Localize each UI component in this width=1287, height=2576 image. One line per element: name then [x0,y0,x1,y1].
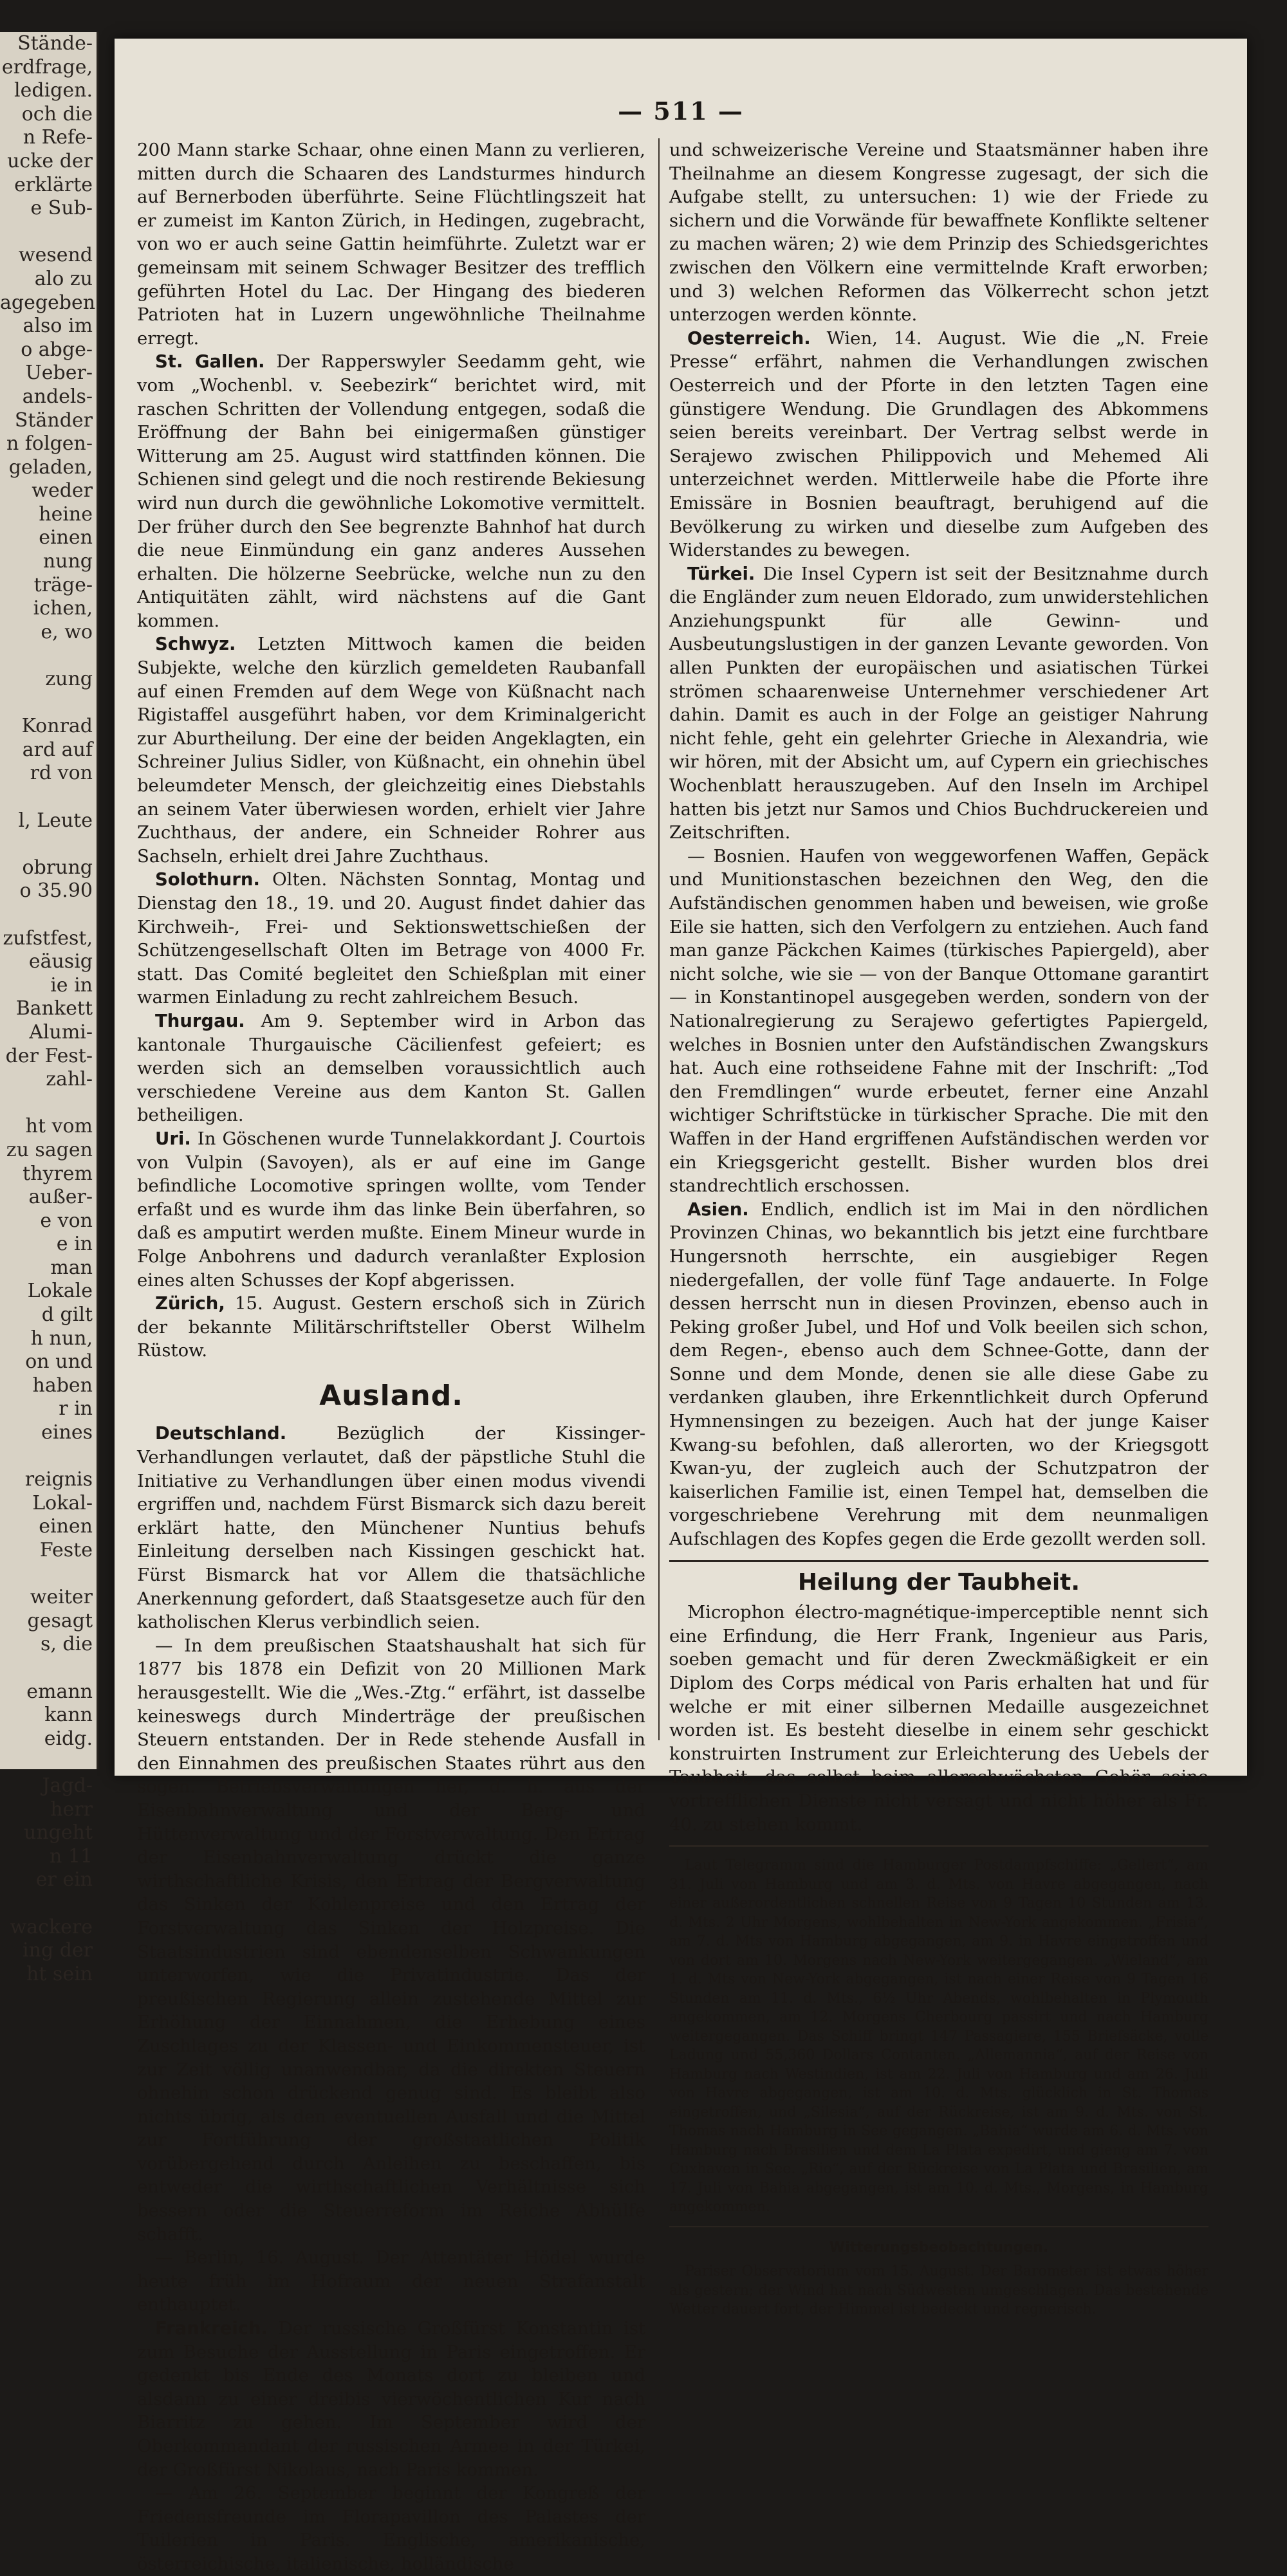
paragraph-deutschland [137,1422,645,1633]
margin-fragment [0,644,97,668]
margin-fragment: ing der [23,1939,93,1962]
margin-fragment: Feste [39,1539,93,1561]
section-heading: St. Gallen. [155,351,265,373]
margin-fragment: ie in [50,973,93,997]
margin-fragment: der Fest- [5,1044,93,1067]
margin-fragment: Bankett [15,997,93,1020]
margin-fragment: Ueber- [25,362,93,385]
paragraph: — Bosnien. Haufen von weggeworfenen Waffen, Gepäck und Munitionstaschen bezeichnen den Weg, den die Aufständischen genommen haben und beweisen, wie große Eile sie hatten, sich den Verfolgern zu entziehen. Auch fand man ganze Päckchen Kaimes (türkisches Papiergeld), aber nicht solche, wie sie — von der Banque Ottomane garantirt — in Konstantinopel ausgegeben werden, sondern von der Nationalregierung zu Serajewo gefertigtes Papiergeld, welches in Bosnien unter den Aufständischen Zwangskurs hat. Auch eine rothseidene Fahne mit der Inschrift: „Tod den Fremdlingen“ wurde erbeutet, ferner eine Anzahl wichtiger Schriftstücke in türkischer Sprache. Die mit den Waffen in der Hand ergriffenen Aufständischen werden vor ein Kriegsgericht gestellt. Bisher wurden blos drei standrechtlich erschossen. [669,845,1208,1197]
margin-fragment [0,221,97,244]
margin-fragment: e, wo [41,620,93,643]
margin-fragment: e von [40,1209,93,1232]
margin-fragment [0,833,97,856]
margin-fragment: s, die [40,1633,93,1656]
paragraph-text: In Göschenen wurde Tunnelakkordant J. Courtois von Vulpin (Savoyen), als er auf eine im Gange befindliche Locomotive springen wollte, vom Tender erfaßt und es wurde ihm das linke Bein überfahren, so daß es amputirt werden mußte. Einem Mineur wurde in Folge Anbohrens und dadurch veranlaßter Explosion eines alten Schusses der Kopf abgerissen. [137,1128,645,1291]
divider [669,1845,1208,1847]
margin-fragment: d gilt [41,1303,93,1327]
column-divider [658,138,660,1740]
newspaper-page [115,39,1247,2574]
margin-fragment: obrung [22,856,93,879]
section-heading: Deutschland. [155,1423,287,1444]
margin-fragment: Alumi- [29,1020,93,1044]
margin-fragment: man [50,1256,93,1279]
margin-fragment [0,1657,97,1680]
paragraph: und schweizerische Vereine und Staatsmänner haben ihre Theilnahme an diesem Kongresse zugesagt, der sich die Aufgabe stellt, zu untersuchen: 1) wie der Friede zu sichern und die Vorwände für bewaffnete Konflikte seltener zu machen wären; 2) wie dem Prinzip des Schiedsgerichtes zwischen den Völkern eine vermittelnde Kraft erworben; und 3) welchen Reformen das Völkerrecht schon jetzt unterzogen werden könnte. [669,140,1208,326]
divider [669,1560,1208,1562]
paragraph-text: Der russische Großfürst Konstantin ist zum Besuche der Ausstellung in Paris eingetroffen. Er gedenkt bis Ende des Monats dort zu bleiben und alsdann zu einer dreibis vierwöchentlichen Kur nach Biarritz zu gehen. Im September wird der Oberkommandant der russischen Armee in der Türkei, der Großfürst Nikolaus, nach Paris kommen. [137,2318,645,2480]
margin-fragment [0,1092,97,1116]
margin-fragment: heine [39,502,93,526]
margin-fragment: wesend [18,244,93,267]
margin-fragment: weiter [30,1586,93,1609]
margin-fragment: e in [56,1233,93,1256]
paragraph-schwyz [137,632,645,868]
margin-fragment: on und [25,1350,93,1374]
section-heading: Zürich, [155,1293,225,1314]
margin-fragment: gesagt [27,1609,93,1632]
margin-fragment: o abge- [21,338,93,361]
margin-fragment: r in [59,1397,93,1421]
margin-fragment: wackere [10,1915,93,1938]
margin-fragment: ichen, [33,597,93,620]
margin-fragment: erklärte [14,173,93,196]
margin-fragment: außer- [28,1186,93,1209]
paragraph-text: Wien, 14. August. Wie die „N. Freie Presse“ erfährt, nahmen die Verhandlungen zwischen Oesterreich und der Pforte in den letzten Tagen eine günstigere Wendung. Die Grundlagen des Abkommens seien bereits vereinbart. Der Vertrag selbst werde in Serajewo zwischen Philippovich und Mehemed Ali unterzeichnet werden. Mittlerweile habe die Pforte ihre Emissäre in Bosnien beauftragt, beruhigend auf die Bevölkerung zu wirken und dieselbe zum Aufgeben des Widerstandes zu bewegen. [669,327,1208,561]
paragraph-zurich [137,1292,645,1363]
margin-fragment: eidg. [44,1727,93,1750]
paragraph-text: Olten. Nächsten Sonntag, Montag und Dienstag den 18., 19. und 20. August findet dahier das Kirchweih-, Frei- und Sektionswettschießen der Schützengesellschaft Olten im Betrage von 4000 Fr. statt. Das Comité begleitet den Schießplan mit einer warmen Einladung zu recht zahlreichem Besuch. [137,869,645,1008]
margin-fragment: also im [23,315,93,338]
advertisement-text: Microphon électro-magnétique-imperceptible nennt sich eine Erfindung, die Herr Frank, Ingenieur aus Paris, soeben gemacht und für deren Zweckmäßigkeit er ein Diplom des Corps médical von Paris erhalten hat und für welche er mit einer silbernen Medaille ausgezeichnet worden ist. Es besteht dieselbe in einem sehr geschickt konstruirten Instrument zur Erleichterung des Uebels der Taubheit, das selbst beim allerschwächsten Gehör seine vortrefflichen Dienste nicht versagt und nicht höher als Fr. 40. zu stehen kommt. [669,1602,1208,1835]
margin-fragment: n Refe- [23,126,93,149]
paragraph-oesterreich [669,327,1208,562]
margin-fragment: zu sagen [6,1138,93,1161]
paragraph-solothurn [137,868,645,1009]
paragraph-thurgau [137,1009,645,1127]
page-number: — 511 — [618,97,744,125]
margin-fragment: l, Leute [18,809,93,832]
paragraph-text: Letzten Mittwoch kamen die beiden Subjekte, welche den kürzlich gemeldeten Raubanfall auf einen Fremden auf dem Wege von Küßnacht nach Rigistaffel ausgeführt haben, vor dem Kriminalgericht zur Aburtheilung. Der eine der beiden Angeklagten, ein Schreiner Julius Sidler, von Küßnacht, ein ohnehin übel beleumdeter Mensch, der gleichzeitig eines Diebstahls an seinem Vater überwiesen worden, erhielt vier Jahre Zuchthaus, der andere, ein Schneider Rohrer aus Sachseln, erhielt drei Jahre Zuchthaus. [137,634,645,867]
margin-fragment: ucke der [7,149,93,172]
divider [669,2226,1208,2227]
margin-fragment: weder [32,479,93,502]
margin-fragment: ungeht [24,1821,93,1845]
margin-fragment: Konrad [21,715,93,738]
margin-fragment: Jagd- [42,1774,93,1797]
margin-fragment: e Sub- [30,197,93,220]
margin-fragment: kann [44,1704,93,1727]
margin-fragment: einen [39,1515,93,1538]
paragraph-uri [137,1127,645,1292]
paragraph-st-gallen [137,350,645,632]
left-page-strip [0,32,98,1985]
column-left [137,138,645,2576]
margin-fragment: alo zu [34,267,93,290]
margin-fragment: ht vom [25,1115,93,1138]
weather-text: Pariser Observatorium vom 15. August. Der Barometer ist etwas höher als gestern; der Wind hat nach Südwesten umgeschlagen. Das bestehende Wetter dauert fort, der Himmel ist bedeckt und regnerisch. [669,2263,1208,2318]
section-title-ausland: Ausland. [319,1379,463,1412]
paragraph: — Berlin, 16. August. Der Attentäter Hödel wurde heute früh im Hofraum der neuen Strafanstalt enthauptet. [137,2247,645,2315]
section-heading: Schwyz. [155,634,236,655]
margin-fragment [0,786,97,809]
margin-fragment: Stände- [17,32,93,55]
paragraph: — In dem preußischen Staatshaushalt hat sich für 1877 bis 1878 ein Defizit von 20 Millionen Mark herausgestellt. Wie die „Wes.-Ztg.“ erfährt, ist dasselbe keineswegs durch Minderträge der preußischen Steuern entstanden. Der in Rede stehende Ausfall in den Einnahmen des preußischen Staates rührt aus den sogen. Betriebsverwaltungen her, d. h. aus der Eisenbahnverwaltung und der Berg- und Hüttenverwaltung und der Forstverwaltung. Den Ertrag der Eisenbahnverwaltung drückt die ganze wirthschaftliche Krisis, den Ertrag der Bergverwaltung das Sinken der Kohlenpreise und den Ertrag der Forstverwaltung das Sinken der Holzpreise. Die Staatsindustrien sind ebendenselben Schwankungen unterworfen, wie die Privatindustrie. Das der preußischen Regierung allein zustehende Mittel zur Erhöhung der Einnahmen, die Erhebung eines Zuschlages zu der Klassen- und Einkommensteuer, ist zur Zeit völlig unanwendbar, da die direkten Steuern ohnehin schon drückend genug sind. Es bleibt also nichts übrig, als den eventuellen Ausfall und die Mittel zur Fortführung der großstaatlichen Politik vorübergehend durch Anleihen zu beschaffen, bis entweder die wirthschaftlichen Verhältnisse sich bessern oder die Steuerreform im Reiche Abhülfe schafft. [137,1635,645,2245]
margin-fragment: n 11 [49,1845,93,1868]
margin-fragment: andels- [22,385,93,408]
paragraph-text: Die Insel Cypern ist seit der Besitznahme durch die Engländer zum neuen Eldorado, zum unwiderstehlichen Anziehungspunkt für alle Gewinn- und Ausbeutungslustigen in der ganzen Levante geworden. Von allen Punkten der europäischen und asiatischen Türkei strömen schaarenweise Unternehmer verschiedener Art dahin. Damit es auch in der Folge an geistiger Nahrung nicht fehle, geht ein gelehrter Grieche in Alexandria, wie wir hören, mit der Absicht um, auf Cypern ein griechisches Wochenblatt herauszugeben. Auf den Inseln im Archipel hatten bis jetzt nur Samos und Chios Buchdruckereien und Zeitschriften. [669,563,1208,843]
paragraph-text: Bezüglich der Kissinger-Verhandlungen verlautet, daß der päpstliche Stuhl die Initiative zu Verhandlungen über einen modus vivendi ergriffen und, nachdem Fürst Bismarck sich dazu bereit erklärt hatte, den Münchener Nuntius behufs Einleitung derselben nach Kissingen geschickt hat. Fürst Bismarck hat vor Allem die thatsächliche Anerkennung gefordert, daß Staatsgesetze auch für den katholischen Klerus verbindlich seien. [137,1423,645,1633]
margin-fragment: thyrem [23,1162,93,1185]
margin-fragment: ard auf [22,738,93,761]
margin-fragment: eäusig [28,950,93,973]
margin-fragment [0,1445,97,1469]
margin-fragment: geladen, [8,455,93,479]
shipping-text: Laut Telegramm sind die Hamburger Postdampfschiffe: „Gellert“, am 31. Juli von Hamburg und am 3. d. Mts. von Havre abgegangen, nach einer außerordentlichen schnellen Reise von 9 Tagen 10 Stunden am 13. d. Mts. 2 Uhr Morgens, wohlbehalten in New-York angekommen. „Frisia“, am 7. d. Mts von Hamburg abgegangen, am 9. in Havre eingetroffen und von dort am 10. Morgens nach New-York weitergegangen. „Wieland“, am 1. d. Mts von New-York abgegangen, ist nach einer Reise von 9 Tagen 16 Stunden am 11. d. Mts., 6½ Uhr Abends, wohlbehalten in Plymouth angekommen, am 12. Morgens Cherbourg passirt und nach Hamburg weitergegangen. Das Schiff bringt 147 Passagiere, 155 Briefsäcke, volle Ladung und 55,360 Dollars Contanten. „Allemannia“, auf der Reise von Hamburg nach Westindien, ist am 22. Juli von Hamburg und am 26. Juli von Havre abgegangen, ist am 10. d. Mts. glücklich in St. Thomas eingetroffen, und „Silesia“, auf der Rückreise, ist am 9. d. Mts. von St. Thomas nach Hamburg in See gegangen. „Bahia“ wurde am 6. d. Mts. von Hamburg nach Brasilien und dem La Plata expedirt, und gieng am 7. von Cuxhaven in See. „Rio“, auf der Rückreise von La Plata und Brasilien, am 17. Juli von Bahia abgegangen, ist am 10. d. Mts., Morgens, in Hamburg angekommen. [669,1857,1208,2216]
paragraph-text: Der Rapperswyler Seedamm geht, wie vom „Wochenbl. v. Seebezirk“ berichtet wird, mit raschen Schritten der Vollendung entgegen, sodaß die Eröffnung der Bahn bei einigermaßen günstiger Witterung am 25. August wird stattfinden können. Die Schienen sind gelegt und die noch restirende Bekiesung wird nun durch die gewöhnliche Lokomotive vermittelt. Der früher durch den See begrenzte Bahnhof hat durch die neue Einmündung ein ganz anderes Aussehen erhalten. Die hölzerne Seebrücke, welche nun zu den Antiquitäten zählt, wird nächstens auf die Gant kommen. [137,351,645,631]
column-right [669,138,1208,2319]
paragraph: — Am 26. September beginnt der Kongreß der Friedensfreunde im Florapavillon des Palastes der Tuilerien in Paris. Englische, amerikanische, österreichische, italienische, holländische [137,2483,645,2574]
section-heading: Asien. [687,1199,749,1220]
margin-fragment: Lokale [27,1280,93,1303]
margin-fragment [0,1751,97,1774]
margin-fragment: h nun, [30,1327,93,1350]
margin-fragment: ht sein [26,1962,93,1985]
margin-fragment: agegeben [0,291,96,314]
margin-fragment: träge- [33,573,93,596]
paragraph-asien [669,1198,1208,1551]
margin-fragment: zung [45,668,93,691]
section-heading: Uri. [155,1128,191,1149]
shipping-notice [669,1856,1208,2217]
margin-fragment: eines [41,1421,93,1444]
margin-fragment [0,1892,97,1916]
paragraph: 200 Mann starke Schaar, ohne einen Mann zu verlieren, mitten durch die Schaaren des Landsturmes hindurch auf Bernerboden überführte. Seine Flüchtlingszeit hat er zumeist im Kanton Zürich, in Hedingen, zugebracht, von wo er auch seine Gattin heimführte. Zuletzt war er gemeinsam mit seinem Schwager Besitzer des trefflich geführten Hotel du Lac. Der Hingang des biederen Patrioten hat in Luzern ungewöhnliche Theilnahme erregt. [137,140,645,349]
margin-fragment [0,903,97,927]
weather-title: Witterungsbeobachtungen. [829,2239,1049,2256]
advertisement-title: Heilung der Taubheit. [797,1569,1080,1596]
section-heading: Frankreich. [155,2318,268,2339]
margin-fragment: emann [26,1680,93,1703]
margin-fragment: zahl- [46,1068,93,1091]
weather-notice [669,2262,1208,2319]
paragraph-text: Endlich, endlich ist im Mai in den nördlichen Provinzen Chinas, wo bekanntlich bis jetzt eine furchtbare Hungersnoth herrschte, ein ausgiebiger Regen niedergefallen, der volle fünf Tage andauerte. In Folge dessen herrscht nun in diesen Provinzen, ebenso auch in Peking großer Jubel, und Hof und Volk beeilen sich schon, dem Regen-, ebenso auch dem Schnee-Gotte, dann der Sonne und dem Monde, denen sie alle diese Gabe zu verdanken glauben, ihre Erkenntlichkeit durch Opferund Hymnensingen zu bezeigen. Auch hat der junge Kaiser Kwang-su befohlen, daß allerorten, wo der Kriegsgott Kwan-yu, der zugleich auch der Schutzpatron der kaiserlichen Familie ist, einen Tempel hat, demselben die vorgeschriebene Verehrung mit dem neunmaligen Aufschlagen des Kopfes gegen die Erde gezollt werden soll. [669,1199,1208,1550]
margin-fragment: zufstfest, [3,926,93,950]
margin-fragment: reignis [24,1468,93,1491]
paragraph-text: 15. August. Gestern erschoß sich in Zürich der bekannte Militärschriftsteller Oberst Wilhelm Rüstow. [137,1293,646,1361]
margin-fragment: n folgen- [6,432,93,455]
paragraph-frankreich [137,2317,645,2481]
margin-fragment: rd von [30,762,93,785]
margin-fragment: Ständer [14,409,93,432]
margin-fragment: ledigen. [14,79,93,102]
section-heading: Oesterreich. [687,327,811,349]
margin-fragment: einen [39,526,93,549]
section-heading: Türkei. [687,563,755,584]
margin-fragment: o 35.90 [19,879,93,903]
paragraph-text: Am 9. September wird in Arbon das kantonale Thurgauische Cäcilienfest gefeiert; es werden sich an demselben voraussichtlich auch verschiedene Vereine aus dem Kanton St. Gallen betheiligen. [137,1010,645,1126]
margin-fragment: haben [32,1374,93,1397]
section-heading: Solothurn. [155,869,260,890]
margin-fragment: herr [50,1798,93,1821]
margin-fragment: Lokal- [32,1491,93,1514]
section-heading: Thurgau. [155,1010,245,1031]
margin-fragment: er ein [35,1868,93,1891]
margin-fragment: och die [21,102,93,125]
margin-fragment [0,692,97,715]
margin-fragment: erdfrage, [1,55,93,78]
margin-fragment: nung [42,550,93,573]
paragraph-tuerkei [669,562,1208,845]
margin-fragment [0,1563,97,1587]
